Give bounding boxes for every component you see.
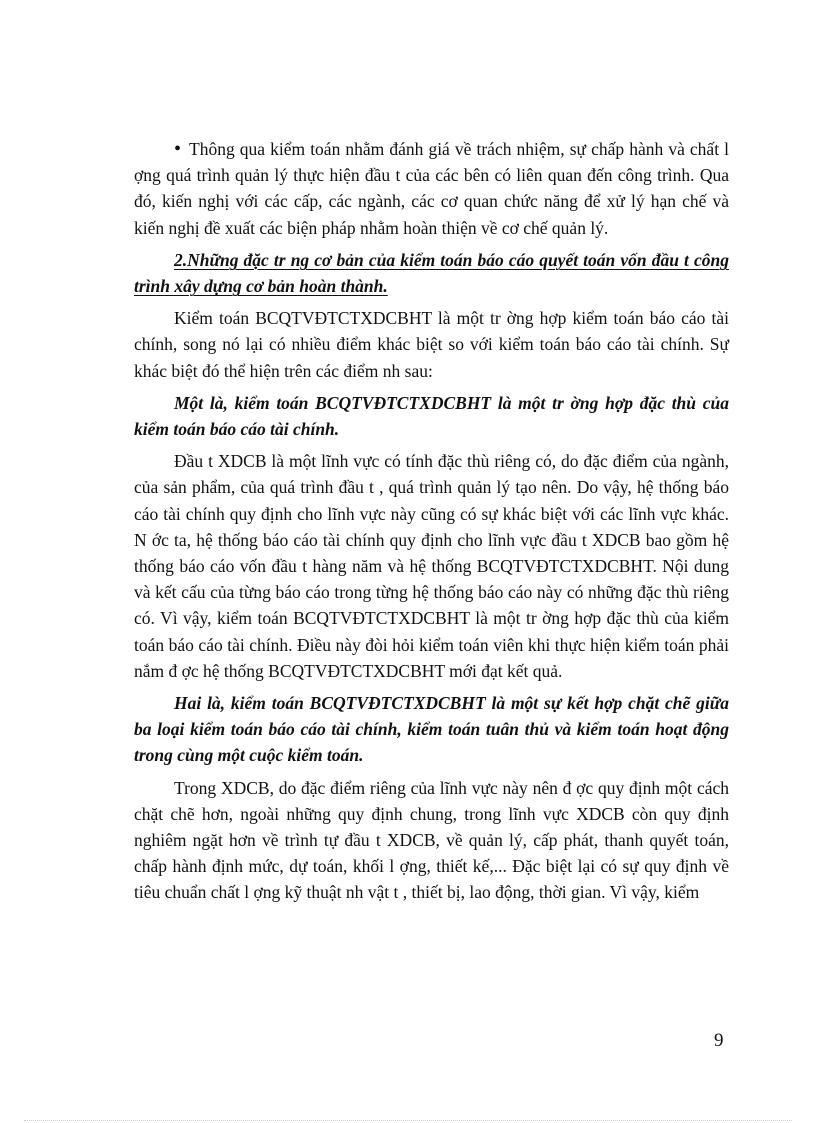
point-one-heading: Một là, kiểm toán BCQTVĐTCTXDCBHT là một tr ờng hợp đặc thù của kiểm toán báo cáo tài chính. — [134, 392, 729, 440]
page-number: 9 — [714, 1030, 724, 1051]
body-paragraph-3: Trong XDCB, do đặc điểm riêng của lĩnh vực này nên đ ợc quy định một cách chặt chẽ hơn, ngoài những quy định chung, trong lĩnh vực XDCB còn quy định nghiêm ngặt hơn về trình tự đầu t XDCB, về quản lý, cấp phát, thanh quyết toán, chấp hành định mức, dự toán, khối l ợng, thiết kế,... Đặc biệt lại có sự quy định về tiêu chuẩn chất l ợng kỹ thuật nh vật t , thiết bị, lao động, thời gian. Vì vậy, kiểm — [134, 777, 729, 903]
body-paragraph-2: Đầu t XDCB là một lĩnh vực có tính đặc thù riêng có, do đặc điểm của ngành, của sản phẩm, của quá trình đầu t , quá trình quản lý tạo nên. Do vậy, hệ thống báo cáo tài chính quy định cho lĩnh vực này cũng có sự khác biệt với các lĩnh vực khác. N ớc ta, hệ thống báo cáo tài chính quy định cho lĩnh vực đầu t XDCB bao gồm hệ thống báo cáo vốn đầu t hàng năm và hệ thống BCQTVĐTCTXDCBHT. Nội dung và kết cấu của từng báo cáo trong từng hệ thống báo cáo này có những đặc thù riêng có. Vì vậy, kiểm toán BCQTVĐTCTXDCBHT là một tr ờng hợp đặc thù của kiểm toán báo cáo tài chính. Điều này đòi hỏi kiểm toán viên khi thực hiện kiểm toán phải nắm đ ợc hệ thống BCQTVĐTCTXDCBHT mới đạt kết quả. — [134, 451, 729, 681]
document-page — [134, 136, 729, 912]
point-two-heading: Hai là, kiểm toán BCQTVĐTCTXDCBHT là một sự kết hợp chặt chẽ giữa ba loại kiểm toán báo cáo tài chính, kiểm toán tuân thủ và kiểm toán hoạt động trong cùng một cuộc kiểm toán. — [134, 693, 729, 766]
section-heading: 2.Những đặc tr ng cơ bản của kiểm toán báo cáo quyết toán vốn đầu t công trình xây dựng cơ bản hoàn thành. — [134, 249, 729, 297]
bullet-paragraph — [134, 136, 729, 241]
bullet-text: Thông qua kiểm toán nhằm đánh giá về trách nhiệm, sự chấp hành và chất l ợng quá trình quản lý thực hiện đầu t của các bên có liên quan đến công trình. Qua đó, kiến nghị với các cấp, các ngành, các cơ quan chức năng để xử lý hạn chế và kiến nghị đề xuất các biện pháp nhằm hoàn thiện về cơ chế quản lý. — [134, 139, 729, 238]
page-bottom-divider — [24, 1120, 792, 1121]
body-paragraph-1: Kiểm toán BCQTVĐTCTXDCBHT là một tr ờng hợp kiểm toán báo cáo tài chính, song nó lại có nhiều điểm khác biệt so với kiểm toán báo cáo tài chính. Sự khác biệt đó thể hiện trên các điểm nh sau: — [134, 308, 729, 381]
bullet-icon: • — [174, 138, 182, 160]
